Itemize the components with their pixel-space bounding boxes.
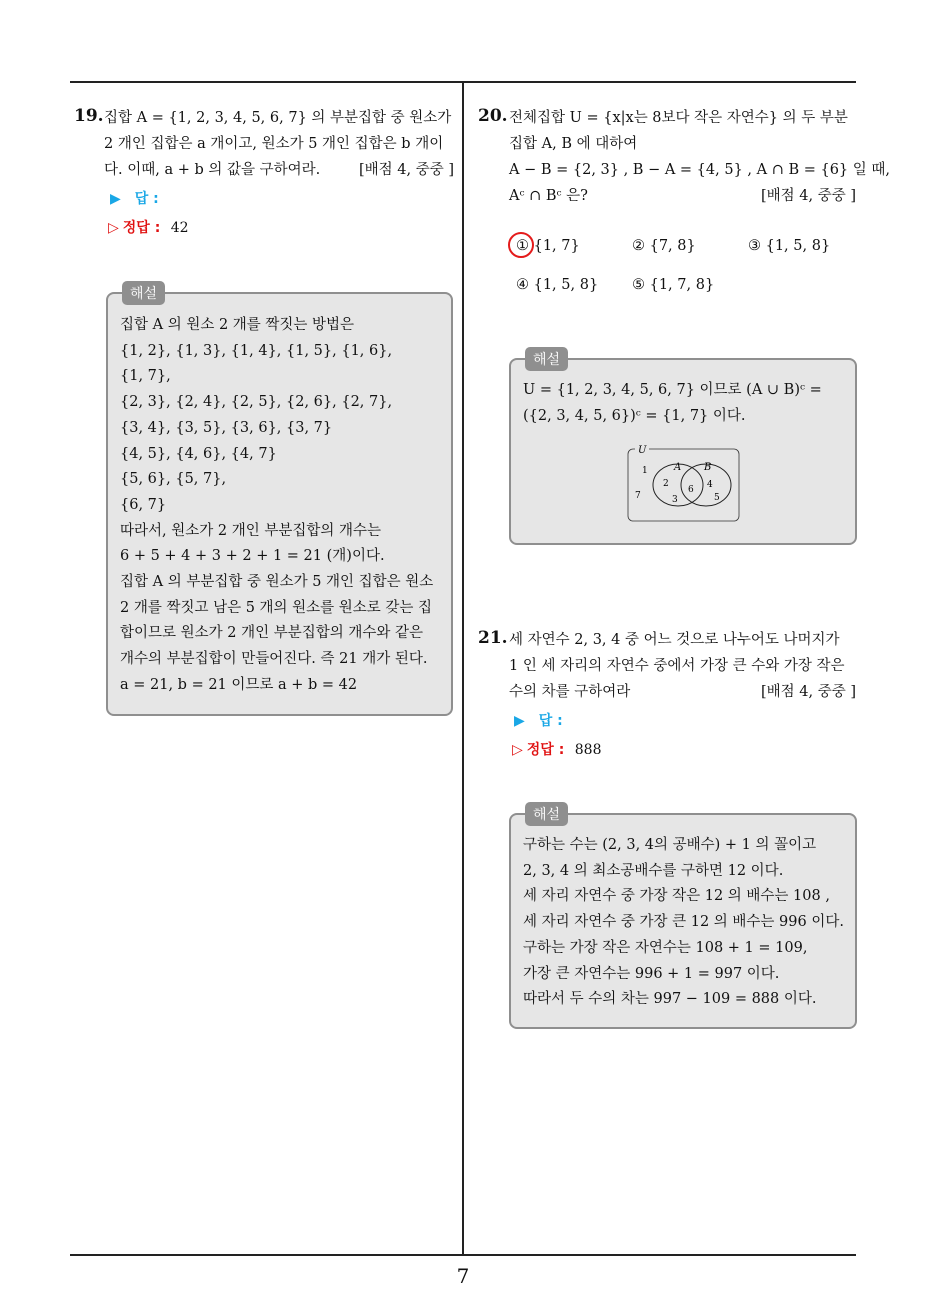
explanation-line: 구하는 가장 작은 자연수는 108 + 1 = 109,	[523, 939, 808, 956]
q21-answer-label: 답 :	[538, 713, 563, 729]
q20-meta: [배점 4, 중중 ]	[760, 188, 856, 204]
explanation-line: 따라서 두 수의 차는 997 − 109 = 888 이다.	[523, 991, 817, 1008]
q19-explanation-body	[120, 313, 433, 699]
bottom-rule	[70, 1254, 856, 1256]
venn-a-label: A	[674, 462, 682, 473]
explanation-line: {1, 2}, {1, 3}, {1, 4}, {1, 5}, {1, 6},	[120, 342, 393, 359]
explanation-line: 2 개를 짝짓고 남은 5 개의 원소를 원소로 갖는 집	[120, 599, 433, 616]
q21-stem	[509, 627, 856, 705]
q20-choice-5[interactable]	[632, 277, 714, 293]
q19-line: 다. 이때, a + b 의 값을 구하여라.	[104, 162, 321, 178]
explanation-tag: 해설	[525, 802, 568, 826]
outline-arrow-icon: ▷	[108, 220, 119, 236]
explanation-line: 개수의 부분집합이 만들어진다. 즉 21 개가 된다.	[120, 651, 428, 668]
q19-correct-value: 42	[170, 220, 189, 236]
q20-line: Aᶜ ∩ Bᶜ 은?	[509, 188, 588, 204]
explanation-line: {4, 5}, {4, 6}, {4, 7}	[120, 445, 277, 462]
q21-number: 21.	[478, 628, 508, 648]
explanation-line: 6 + 5 + 4 + 3 + 2 + 1 = 21 (개)이다.	[120, 548, 385, 565]
explanation-line: {6, 7}	[120, 496, 167, 513]
q20-choice-1[interactable]	[516, 238, 580, 254]
explanation-line: {1, 7},	[120, 368, 171, 385]
venn-a-value: 3	[672, 495, 678, 505]
q20-explanation-box	[509, 352, 857, 545]
q19-line: 집합 A = {1, 2, 3, 4, 5, 6, 7} 의 부분집합 중 원소가	[104, 110, 452, 126]
q19-answer-label: 답 :	[134, 191, 159, 207]
q21-explanation-box	[509, 807, 857, 1029]
q19-meta: [배점 4, 중중 ]	[358, 162, 454, 178]
explanation-line: 가장 큰 자연수는 996 + 1 = 997 이다.	[523, 965, 780, 982]
q20-line: A − B = {2, 3} , B − A = {4, 5} , A ∩ B = {6} 일 때,	[509, 162, 890, 178]
explanation-line: U = {1, 2, 3, 4, 5, 6, 7} 이므로 (A ∪ B)ᶜ =	[523, 382, 822, 398]
q19-correct-row	[108, 217, 189, 237]
q21-line: 1 인 세 자리의 자연수 중에서 가장 큰 수와 가장 작은	[509, 658, 845, 674]
explanation-line: ({2, 3, 4, 5, 6})ᶜ = {1, 7} 이다.	[523, 407, 746, 424]
q20-choice-2[interactable]	[632, 238, 696, 254]
choice-label: ① {1, 7}	[516, 238, 580, 254]
explanation-line: {2, 3}, {2, 4}, {2, 5}, {2, 6}, {2, 7},	[120, 394, 393, 411]
explanation-line: 합이므로 원소가 2 개인 부분집합의 개수와 같은	[120, 625, 424, 642]
q19-number: 19.	[74, 106, 104, 126]
venn-diagram	[626, 445, 741, 523]
venn-outside-value: 7	[635, 491, 641, 501]
q21-meta: [배점 4, 중중 ]	[760, 684, 856, 700]
column-divider	[462, 82, 464, 1256]
venn-b-value: 5	[714, 493, 720, 503]
selected-circle-icon	[508, 232, 534, 258]
explanation-line: a = 21, b = 21 이므로 a + b = 42	[120, 676, 358, 693]
q20-choice-4[interactable]	[516, 277, 598, 293]
explanation-line: 집합 A 의 원소 2 개를 짝짓는 방법은	[120, 317, 355, 333]
q21-line: 세 자연수 2, 3, 4 중 어느 것으로 나누어도 나머지가	[509, 632, 840, 648]
page-number: 7	[456, 1264, 470, 1288]
play-arrow-icon: ▶	[110, 191, 121, 207]
venn-b-label: B	[704, 462, 712, 473]
venn-b-value: 4	[707, 480, 713, 490]
venn-both-value: 6	[688, 485, 694, 495]
q19-line: 2 개인 집합은 a 개이고, 원소가 5 개인 집합은 b 개이	[104, 136, 444, 152]
q20-stem	[509, 105, 890, 209]
explanation-line: 집합 A 의 부분집합 중 원소가 5 개인 집합은 원소	[120, 574, 434, 591]
q20-number: 20.	[478, 106, 508, 126]
q21-correct-value: 888	[574, 742, 602, 758]
q19-answer-row	[110, 188, 159, 208]
venn-u-label: U	[638, 445, 647, 456]
explanation-line: 세 자리 자연수 중 가장 작은 12 의 배수는 108 ,	[523, 888, 830, 905]
explanation-line: 따라서, 원소가 2 개인 부분집합의 개수는	[120, 522, 381, 539]
explanation-tag: 해설	[122, 281, 165, 305]
choice-label: ⑤ {1, 7, 8}	[632, 277, 715, 293]
venn-outside-value: 1	[642, 466, 648, 476]
explanation-line: {5, 6}, {5, 7},	[120, 471, 227, 488]
q20-choice-3[interactable]	[748, 238, 830, 254]
choice-label: ④ {1, 5, 8}	[516, 277, 599, 293]
q19-stem	[104, 105, 454, 183]
q20-line: 집합 A, B 에 대하여	[509, 136, 638, 152]
q19-explanation-box	[106, 286, 453, 716]
outline-arrow-icon: ▷	[512, 742, 523, 758]
q21-answer-row	[514, 710, 563, 730]
play-arrow-icon: ▶	[514, 713, 525, 729]
explanation-line: 세 자리 자연수 중 가장 큰 12 의 배수는 996 이다.	[523, 914, 844, 931]
q21-correct-row	[512, 739, 602, 759]
q20-line: 전체집합 U = {x|x는 8보다 작은 자연수} 의 두 부분	[509, 110, 848, 126]
choice-label: ③ {1, 5, 8}	[748, 238, 831, 254]
q21-line: 수의 차를 구하여라	[509, 684, 631, 700]
choice-label: ② {7, 8}	[632, 238, 696, 254]
explanation-tag: 해설	[525, 347, 568, 371]
q19-correct-label: 정답 :	[122, 220, 161, 236]
q21-correct-label: 정답 :	[526, 742, 565, 758]
q21-explanation-body	[523, 833, 844, 1013]
venn-a-value: 2	[663, 479, 669, 489]
explanation-line: {3, 4}, {3, 5}, {3, 6}, {3, 7}	[120, 419, 333, 436]
explanation-line: 구하는 수는 (2, 3, 4의 공배수) + 1 의 꼴이고	[523, 837, 817, 853]
explanation-line: 2, 3, 4 의 최소공배수를 구하면 12 이다.	[523, 862, 784, 879]
venn-universe-rect	[628, 449, 739, 521]
q20-explanation-body	[523, 378, 822, 429]
